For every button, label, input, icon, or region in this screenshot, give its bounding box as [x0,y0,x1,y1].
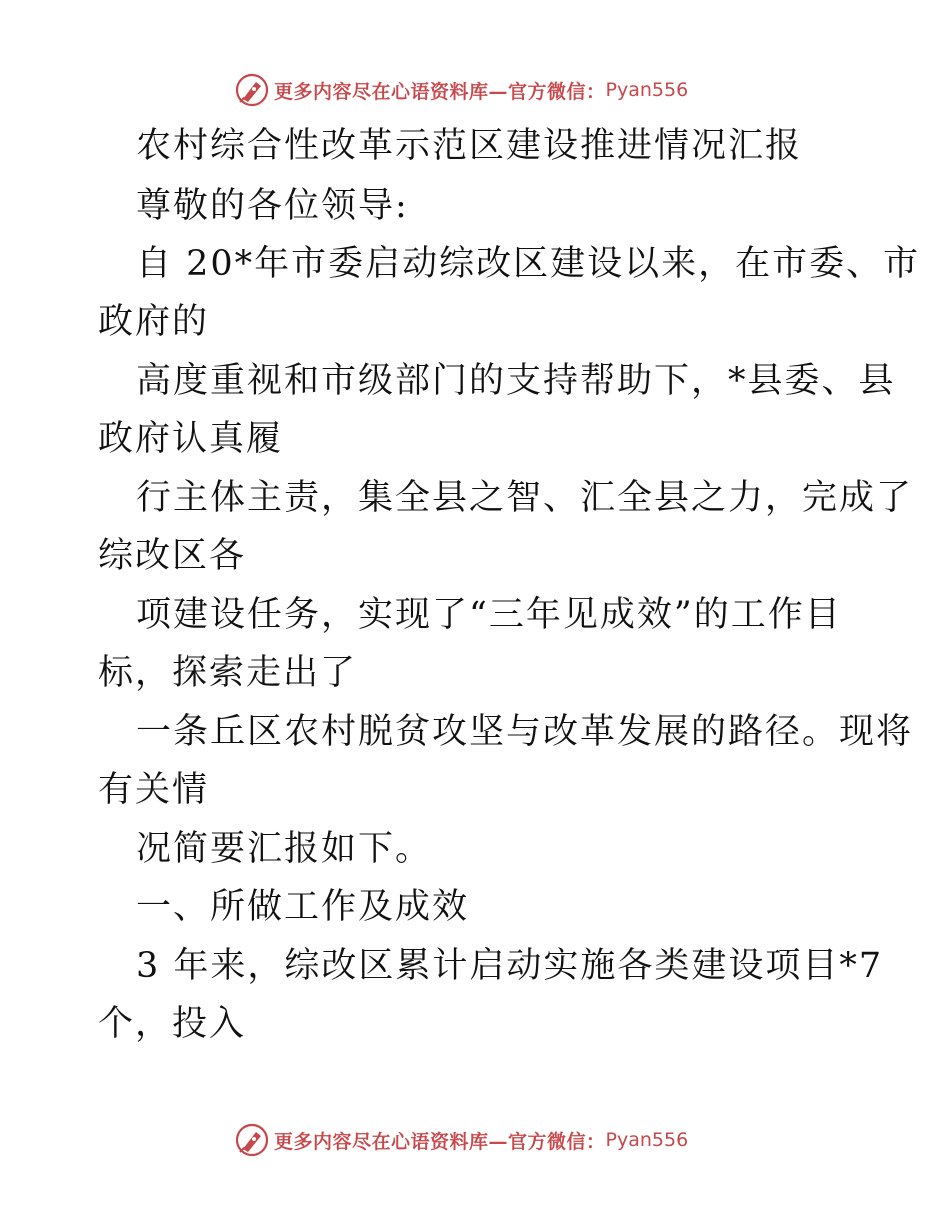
paragraph-line: 政府认真履 [98,419,284,459]
paragraph-line: 有关情 [98,770,210,810]
paragraph-line: 3 年来，综改区累计启动实施各类建设项目*7 [136,946,884,986]
pen-nib-logo-icon [234,1122,270,1158]
pen-nib-logo-icon [234,72,270,108]
section-heading: 一、所做工作及成效 [136,887,470,927]
paragraph-line: 自 20*年市委启动综改区建设以来，在市委、市 [136,244,921,284]
paragraph-line: 标，探索走出了 [98,653,358,693]
paragraph-line: 况简要汇报如下。 [136,829,433,869]
paragraph-line: 高度重视和市级部门的支持帮助下，*县委、县 [136,361,896,401]
paragraph-line: 行主体主责，集全县之智、汇全县之力，完成了 [136,478,914,518]
paragraph-line: 个，投入 [98,1004,247,1044]
paragraph-line: 一条丘区农村脱贫攻坚与改革发展的路径。现将 [136,712,914,752]
watermark-text: 更多内容尽在心语资料库—官方微信： [274,80,606,103]
watermark-wechat-id: Pyan556 [605,1129,689,1151]
paragraph-line: 政府的 [98,302,210,342]
paragraph-line: 项建设任务，实现了“三年见成效”的工作目 [136,595,842,635]
salutation: 尊敬的各位领导: [136,186,409,226]
document-title: 农村综合性改革示范区建设推进情况汇报 [136,126,803,166]
watermark-text: 更多内容尽在心语资料库—官方微信： [274,1130,606,1153]
watermark-banner-top [234,72,688,108]
paragraph-line: 综改区各 [98,536,247,576]
watermark-banner-bottom [234,1122,688,1158]
watermark-wechat-id: Pyan556 [605,79,689,101]
